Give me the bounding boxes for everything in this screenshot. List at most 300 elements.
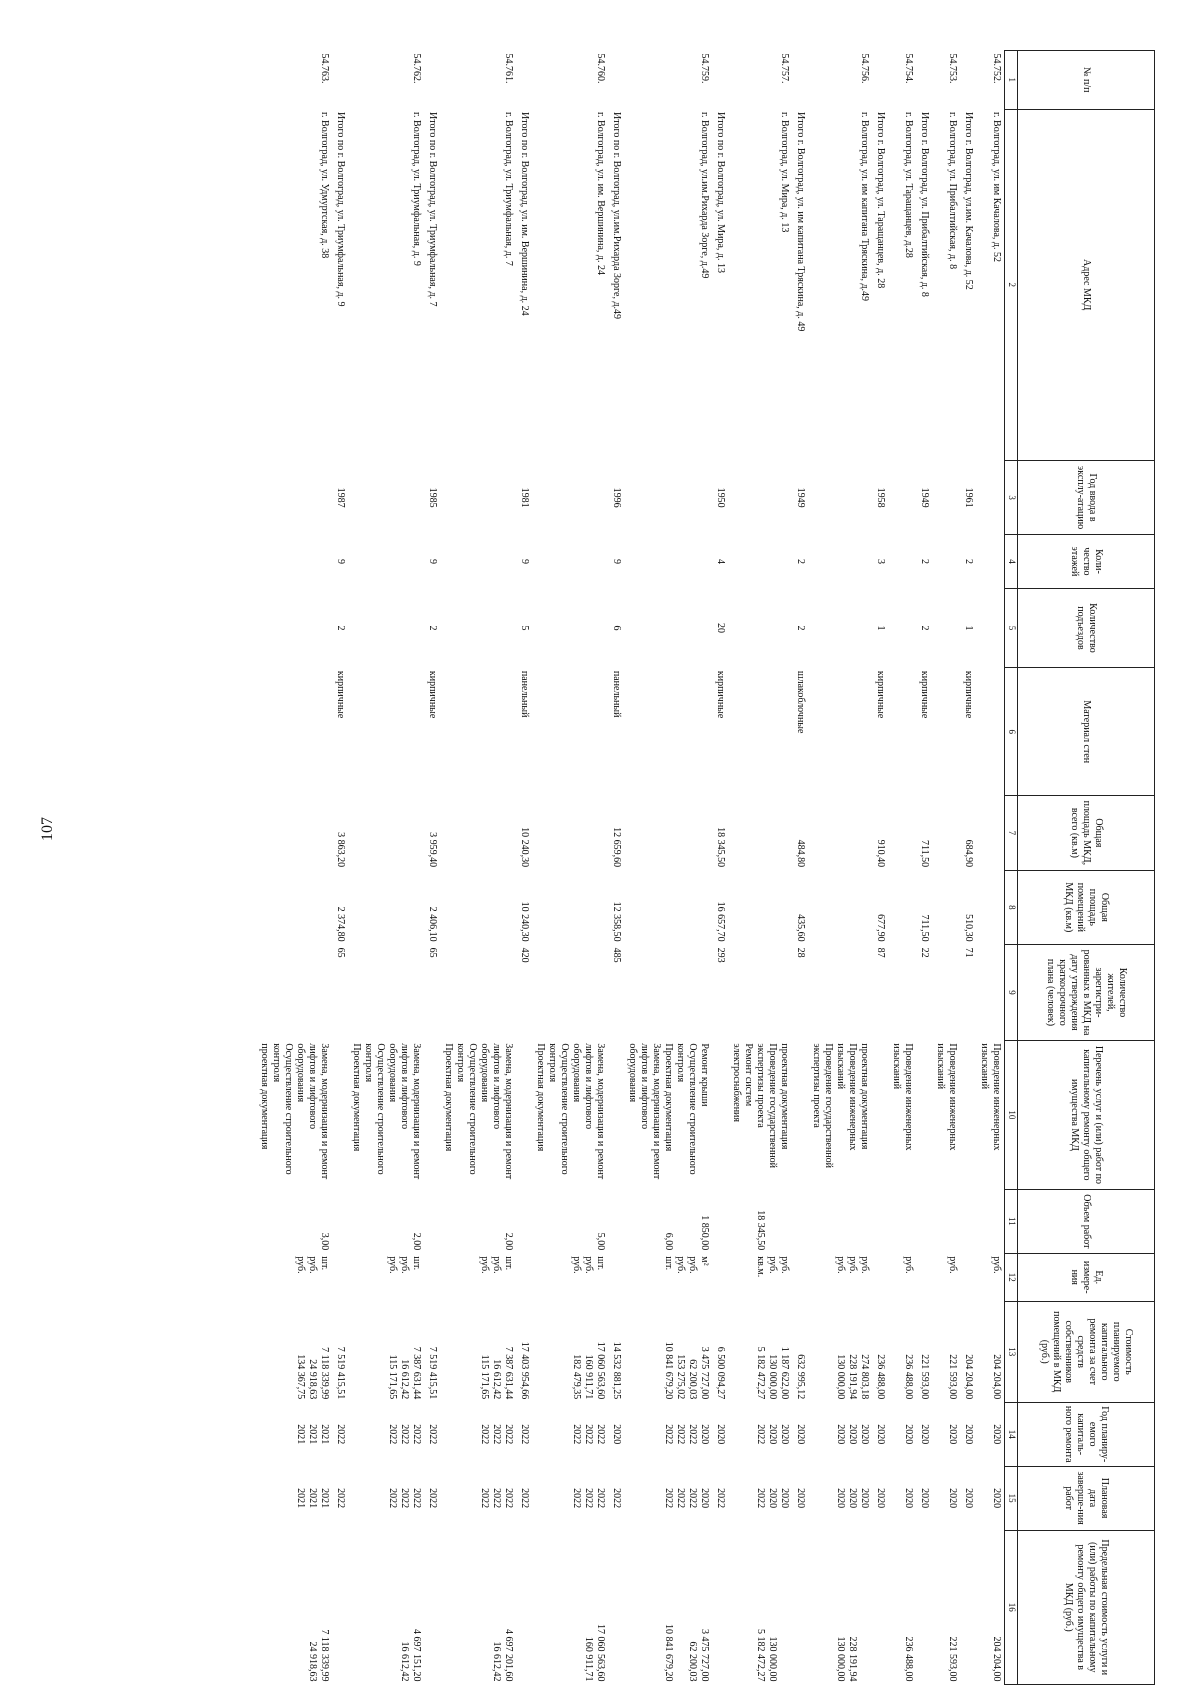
cell-entrances: 6 <box>611 625 622 631</box>
col-number: 1 <box>1005 51 1018 110</box>
cell-area-rooms: 435,60 <box>795 914 806 942</box>
cell-end-date: 2020 <box>947 1488 958 1509</box>
cell-end-date: 2020 2020 2022 <box>755 1488 790 1509</box>
cell-entrances <box>440 588 516 668</box>
header-entrances: Количество подъездов <box>1018 588 1155 668</box>
cell-num: 54.763. <box>319 53 330 84</box>
cell-end-date: 2020 <box>903 1488 914 1509</box>
cell-end-date: 2020 <box>963 1488 974 1509</box>
cell-material: кирпичные <box>715 670 726 719</box>
cell-year <box>932 460 960 535</box>
cell-volume <box>792 1189 808 1253</box>
cell-address: г. Волгоград, ул. Триумфальная, д. 7 <box>503 112 514 266</box>
cell-plan-year: 2022 2022 2022 <box>479 1424 514 1445</box>
header-row <box>1018 51 1155 1685</box>
cell-floors: 9 <box>427 558 438 564</box>
col-number: 16 <box>1005 1530 1018 1684</box>
cell-plan-year: 2020 2020 2020 <box>835 1424 870 1445</box>
cell-material <box>440 668 516 796</box>
cell-cost: 17 403 954,66 <box>519 1341 530 1400</box>
cell-unit: шт. руб. руб. <box>571 1256 606 1274</box>
cell-volume: 2,00 <box>411 1232 422 1251</box>
cell-floors: 9 <box>519 558 530 564</box>
table-row <box>440 51 516 1685</box>
cell-num <box>792 51 808 110</box>
cell-volume <box>516 1189 532 1253</box>
cell-num <box>712 51 728 110</box>
cell-end-date: 2022 <box>715 1488 726 1509</box>
cell-area-rooms: 677,90 <box>875 914 886 942</box>
col-number: 6 <box>1005 668 1018 796</box>
header-cost: Стоимость планируемого капитального ремонта за счет средств собственников помещений в МКД (руб.) <box>1018 1301 1155 1402</box>
cell-cost: 221 593,00 <box>947 1354 958 1400</box>
cell-area-rooms <box>256 870 332 945</box>
cell-area-total <box>808 796 872 871</box>
cell-cost: 236 488,00 <box>903 1354 914 1400</box>
cell-plan-year: 2022 <box>427 1424 438 1445</box>
cell-works: Ремонт крыши Осуществление строительного контроля Проектная документация Замена, модернизация и ремонт лифтов и лифтового оборудования <box>627 1043 710 1180</box>
cell-volume <box>916 1189 932 1253</box>
table-body <box>256 51 1005 1685</box>
cell-residents <box>728 945 792 1041</box>
cell-material: панельный <box>519 670 530 718</box>
table-row <box>932 51 960 1685</box>
cell-area-rooms <box>976 870 1005 945</box>
cell-residents: 420 <box>519 947 530 963</box>
cell-volume <box>872 1189 888 1253</box>
cell-area-total: 3 959,40 <box>427 832 438 868</box>
cell-num: 54.760. <box>595 53 606 84</box>
cell-address: Итого по г. Волгоград, ул. Мира, д. 13 <box>715 112 726 274</box>
table-row <box>256 51 332 1685</box>
cell-end-date: 2020 <box>795 1488 806 1509</box>
cell-material: кирпичные <box>427 670 438 719</box>
cell-address: г. Волгоград, ул. им. Вершинина, д. 24 <box>595 112 606 276</box>
cell-area-total: 18 345,50 <box>715 827 726 868</box>
cell-works <box>712 1040 728 1189</box>
cell-entrances: 1 <box>875 625 886 631</box>
cell-material <box>728 668 792 796</box>
cell-residents <box>808 945 872 1041</box>
cell-end-date: 2022 <box>519 1488 530 1509</box>
cell-residents: 87 <box>875 947 886 958</box>
cell-address: г. Волгоград, ул. им Качалова, д. 52 <box>991 112 1002 262</box>
cell-cost: 7 387 631,44 16 612,42 115 171,65 <box>387 1346 422 1400</box>
cell-unit <box>960 1253 976 1301</box>
cell-area-rooms <box>728 870 792 945</box>
cell-entrances <box>932 588 960 668</box>
cell-material <box>932 668 960 796</box>
cell-unit <box>424 1253 440 1301</box>
cell-address: г. Волгоград, ул. Триумфальная, д. 9 <box>411 112 422 266</box>
cell-material: кирпичные <box>335 670 346 719</box>
cell-year <box>624 460 712 535</box>
cell-plan-year: 2022 2022 2022 <box>571 1424 606 1445</box>
header-works: Перечень услуг и (или) работ по капитальному ремонту общего имущества МКД <box>1018 1040 1155 1189</box>
cell-year <box>256 460 332 535</box>
header-limit: Предельная стоимость услуги и (или) работы по капитальному ремонту общего имущества в МКД (руб.) <box>1018 1530 1155 1684</box>
cell-plan-year: 2020 <box>947 1424 958 1445</box>
cell-works <box>960 1040 976 1189</box>
cell-end-date: 2020 <box>991 1488 1002 1509</box>
total-row <box>516 51 532 1685</box>
cell-plan-year: 2020 <box>919 1424 930 1445</box>
cell-address: г. Волгоград, ул. Мира, д. 13 <box>779 112 790 233</box>
cell-area-rooms <box>440 870 516 945</box>
table-row <box>808 51 872 1685</box>
cell-residents <box>256 945 332 1041</box>
header-num: № п/п <box>1018 51 1155 110</box>
cell-floors <box>532 535 608 588</box>
cell-plan-year: 2020 2022 2022 2022 <box>663 1424 710 1445</box>
cell-plan-year: 2020 <box>795 1424 806 1445</box>
cell-address: г. Волгоград, ул. им капитана Тряскина, д.49 <box>859 112 870 302</box>
cell-entrances <box>532 588 608 668</box>
col-number: 3 <box>1005 460 1018 535</box>
cell-num <box>332 51 348 110</box>
cell-unit: м² руб. руб. шт. <box>663 1256 710 1274</box>
cell-area-total: 3 863,20 <box>335 832 346 868</box>
cell-area-rooms: 510,30 <box>963 914 974 942</box>
cell-residents: 71 <box>963 947 974 958</box>
cell-residents <box>440 945 516 1041</box>
cell-entrances: 2 <box>919 625 930 631</box>
cell-volume <box>608 1189 624 1253</box>
cell-area-total <box>532 796 608 871</box>
cell-cost: 204 204,00 <box>991 1354 1002 1400</box>
cell-year <box>532 460 608 535</box>
cell-cost: 7 118 339,99 24 918,63 134 367,75 <box>295 1347 330 1400</box>
total-row <box>608 51 624 1685</box>
cell-limit: 17 060 563,60 160 911,71 <box>583 1624 606 1682</box>
header-material: Материал стен <box>1018 668 1155 796</box>
col-number: 10 <box>1005 1040 1018 1189</box>
cell-material <box>532 668 608 796</box>
cell-address: Итого по г. Волгоград, ул.им.Рихарда Зорге, д.49 <box>611 112 622 320</box>
total-row <box>712 51 728 1685</box>
cell-area-total: 12 659,60 <box>611 827 622 868</box>
cell-year: 1987 <box>335 487 346 508</box>
cell-works: Замена, модернизация и ремонт лифтов и лифтового оборудования Осуществление строительного контроля Проектная документация <box>535 1043 606 1180</box>
cell-works <box>424 1040 440 1189</box>
cell-area-rooms: 2 374,80 <box>335 906 346 942</box>
cell-year <box>808 460 872 535</box>
cell-residents <box>888 945 916 1041</box>
cell-year: 1958 <box>875 487 886 508</box>
cell-area-total <box>256 796 332 871</box>
cell-plan-year: 2022 <box>519 1424 530 1445</box>
cell-cost: 632 995,12 <box>795 1354 806 1400</box>
cell-material <box>624 668 712 796</box>
cell-works: Замена, модернизация и ремонт лифтов и лифтового оборудования Осуществление строительного контроля проектная документация <box>259 1043 330 1180</box>
cell-limit: 236 488,00 <box>903 1636 914 1682</box>
cell-num: 54.752. <box>991 53 1002 84</box>
cell-residents: 22 <box>919 947 930 958</box>
cell-area-rooms <box>348 870 424 945</box>
page-number: 107 <box>39 817 56 841</box>
cell-limit: 228 191,94 130 000,00 <box>835 1636 858 1682</box>
col-number: 4 <box>1005 535 1018 588</box>
cell-area-total: 910,40 <box>875 839 886 868</box>
cell-num: 54.754. <box>903 53 914 84</box>
cell-num: 54.753. <box>947 53 958 84</box>
cell-cost: 7 519 415,51 <box>427 1346 438 1400</box>
cell-area-total <box>624 796 712 871</box>
cell-entrances <box>976 588 1005 668</box>
cell-limit <box>516 1530 532 1684</box>
header-unit: Ед. измере-ния <box>1018 1253 1155 1301</box>
cell-num <box>916 51 932 110</box>
cell-limit: 130 000,00 5 182 472,27 <box>755 1629 778 1682</box>
table-header <box>1005 51 1155 1685</box>
cell-unit <box>792 1253 808 1301</box>
cell-volume <box>424 1189 440 1253</box>
cell-cost: 14 532 881,25 <box>611 1341 622 1400</box>
cell-floors <box>976 535 1005 588</box>
cell-year <box>976 460 1005 535</box>
cell-works <box>872 1040 888 1189</box>
cell-address: Итого по г. Волгоград, ул. им. Вершинина, д. 24 <box>519 112 530 316</box>
cell-area-total <box>976 796 1005 871</box>
capital-repair-table <box>256 50 1155 1685</box>
cell-area-total: 10 240,30 <box>519 827 530 868</box>
cell-address: Итого по г. Волгоград, ул. Триумфальная, д. 7 <box>427 112 438 307</box>
cell-material: кирпичные <box>919 670 930 719</box>
cell-cost: 204 204,00 <box>963 1354 974 1400</box>
cell-end-date: 2022 2022 2022 <box>571 1488 606 1509</box>
header-area-total: Общая площадь МКД, всего (кв.м) <box>1018 796 1155 871</box>
col-number: 11 <box>1005 1189 1018 1253</box>
cell-cost: 236 488,00 <box>875 1354 886 1400</box>
cell-volume <box>712 1189 728 1253</box>
cell-unit <box>608 1253 624 1301</box>
cell-floors <box>440 535 516 588</box>
cell-works <box>916 1040 932 1189</box>
cell-limit: 7 118 339,99 24 918,63 <box>307 1629 330 1682</box>
table-row <box>348 51 424 1685</box>
total-row <box>872 51 888 1685</box>
cell-floors: 2 <box>963 558 974 564</box>
cell-works <box>516 1040 532 1189</box>
cell-works: Проведение инженерных изысканий <box>935 1043 958 1151</box>
cell-end-date: 2020 <box>919 1488 930 1509</box>
cell-limit: 4 697 151,20 16 612,42 <box>399 1629 422 1682</box>
cell-area-rooms <box>932 870 960 945</box>
cell-entrances: 2 <box>795 625 806 631</box>
cell-area-total <box>440 796 516 871</box>
cell-limit <box>792 1530 808 1684</box>
cell-end-date: 2020 <box>875 1488 886 1509</box>
col-number: 8 <box>1005 870 1018 945</box>
cell-floors <box>808 535 872 588</box>
rotated-table-container <box>45 50 1155 1685</box>
cell-year: 1961 <box>963 487 974 508</box>
col-number: 14 <box>1005 1402 1018 1466</box>
cell-limit: 204 204,00 <box>991 1636 1002 1682</box>
cell-floors <box>624 535 712 588</box>
cell-material <box>976 668 1005 796</box>
cell-floors: 9 <box>335 558 346 564</box>
cell-volume <box>888 1189 916 1253</box>
cell-works: проектная документация Проведение инженерных изысканий Проведение государственной экспертизы проекта <box>811 1043 870 1169</box>
cell-end-date: 2022 2022 2022 <box>387 1488 422 1509</box>
cell-residents <box>976 945 1005 1041</box>
cell-unit: руб. <box>991 1256 1002 1274</box>
cell-residents <box>932 945 960 1041</box>
cell-num: 54.762. <box>411 53 422 84</box>
table-row <box>728 51 792 1685</box>
cell-year: 1950 <box>715 487 726 508</box>
cell-unit: руб. <box>947 1256 958 1274</box>
cell-num: 54.759. <box>699 53 710 84</box>
cell-limit <box>960 1530 976 1684</box>
cell-limit <box>872 1530 888 1684</box>
cell-volume <box>332 1189 348 1253</box>
cell-unit: руб. <box>903 1256 914 1274</box>
cell-entrances <box>256 588 332 668</box>
cell-area-rooms: 711,50 <box>919 914 930 942</box>
cell-unit <box>332 1253 348 1301</box>
total-row <box>424 51 440 1685</box>
cell-address: Итого г. Волгоград, ул. Таращанцев, д. 28 <box>875 112 886 289</box>
cell-residents: 65 <box>335 947 346 958</box>
cell-material <box>348 668 424 796</box>
cell-area-rooms <box>532 870 608 945</box>
cell-residents: 293 <box>715 947 726 963</box>
cell-floors <box>728 535 792 588</box>
cell-material <box>888 668 916 796</box>
cell-volume <box>976 1189 1005 1253</box>
cell-limit: 3 475 727,00 62 200,03 10 841 679,20 <box>663 1624 710 1682</box>
cell-area-rooms: 10 240,30 <box>519 901 530 942</box>
cell-limit: 4 697 201,60 16 612,42 <box>491 1629 514 1682</box>
cell-plan-year: 2020 <box>715 1424 726 1445</box>
cell-area-rooms: 2 406,10 <box>427 906 438 942</box>
cell-volume <box>932 1189 960 1253</box>
col-number: 7 <box>1005 796 1018 871</box>
cell-works: Замена, модернизация и ремонт лифтов и лифтового оборудования Осуществление строительного контроля Проектная документация <box>443 1043 514 1180</box>
cell-residents <box>532 945 608 1041</box>
header-address: Адрес МКД <box>1018 109 1155 460</box>
cell-end-date: 2022 2022 2022 <box>479 1488 514 1509</box>
header-floors: Коли-чество этажей <box>1018 535 1155 588</box>
cell-residents <box>624 945 712 1041</box>
cell-cost: 17 060 563,60 160 911,71 182 479,35 <box>571 1341 606 1400</box>
cell-residents: 28 <box>795 947 806 958</box>
cell-address: г. Волгоград, ул.им.Рихарда Зорге, д.49 <box>699 112 710 279</box>
cell-volume <box>960 1189 976 1253</box>
total-row <box>792 51 808 1685</box>
cell-limit: 221 593,00 <box>947 1636 958 1682</box>
cell-entrances: 20 <box>715 622 726 633</box>
cell-cost: 221 593,00 <box>919 1354 930 1400</box>
cell-entrances <box>624 588 712 668</box>
cell-area-total: 684,90 <box>963 839 974 868</box>
cell-plan-year: 2020 <box>963 1424 974 1445</box>
cell-entrances: 2 <box>427 625 438 631</box>
cell-cost: 3 475 727,00 62 200,03 153 275,02 10 841 679,20 <box>663 1341 710 1400</box>
cell-residents: 485 <box>611 947 622 963</box>
cell-area-total <box>728 796 792 871</box>
col-number: 15 <box>1005 1466 1018 1530</box>
cell-residents: 65 <box>427 947 438 958</box>
col-number: 9 <box>1005 945 1018 1041</box>
total-row <box>916 51 932 1685</box>
cell-works <box>608 1040 624 1189</box>
cell-area-rooms <box>888 870 916 945</box>
cell-area-total: 711,50 <box>919 839 930 868</box>
cell-end-date: 2022 <box>335 1488 346 1509</box>
cell-address: Итого по г. Волгоград, ул. Триумфальная, д. 9 <box>335 112 346 307</box>
header-area-rooms: Общая площадь помещений МКД (кв.м) <box>1018 870 1155 945</box>
cell-area-rooms <box>624 870 712 945</box>
cell-works: Проведение инженерных изысканий <box>979 1043 1002 1151</box>
cell-limit <box>608 1530 624 1684</box>
cell-unit <box>516 1253 532 1301</box>
cell-floors: 4 <box>715 558 726 564</box>
column-number-row <box>1005 51 1018 1685</box>
cell-volume: 3,00 <box>319 1232 330 1251</box>
cell-entrances <box>808 588 872 668</box>
cell-address: г. Волгоград, ул. Прибалтийская, д. 8 <box>947 112 958 270</box>
cell-limit <box>332 1530 348 1684</box>
cell-material: кирпичные <box>963 670 974 719</box>
cell-volume: 5,00 <box>595 1232 606 1251</box>
cell-limit <box>916 1530 932 1684</box>
cell-year: 1949 <box>795 487 806 508</box>
total-row <box>332 51 348 1685</box>
table-row <box>624 51 712 1685</box>
cell-plan-year: 2020 <box>611 1424 622 1445</box>
cell-cost: 274 803,18 228 191,94 130 000,00 <box>835 1354 870 1400</box>
cell-plan-year: 2022 <box>335 1424 346 1445</box>
cell-year: 1949 <box>919 487 930 508</box>
cell-entrances: 1 <box>963 625 974 631</box>
cell-works <box>792 1040 808 1189</box>
cell-volume <box>808 1189 872 1253</box>
cell-floors <box>932 535 960 588</box>
cell-works: Замена, модернизация и ремонт лифтов и лифтового оборудования Осуществление строительного контроля Проектная документация <box>351 1043 422 1180</box>
cell-limit <box>424 1530 440 1684</box>
cell-floors <box>888 535 916 588</box>
header-year: Год ввода в эксплу-атацию <box>1018 460 1155 535</box>
cell-end-date: 2020 2020 2020 <box>835 1488 870 1509</box>
cell-floors: 2 <box>795 558 806 564</box>
cell-unit: шт. руб. руб. <box>387 1256 422 1274</box>
cell-address: Итого г. Волгоград, ул. Прибалтийская, д. 8 <box>919 112 930 297</box>
cell-num: 54.761. <box>503 53 514 84</box>
cell-material <box>256 668 332 796</box>
header-end-date: Плановая дата заверше-ния работ <box>1018 1466 1155 1530</box>
cell-cost: 6 500 094,27 <box>715 1346 726 1400</box>
cell-num <box>872 51 888 110</box>
cell-address: Итого г. Волгоград, ул.им. Качалова, д. 52 <box>963 112 974 290</box>
cell-volume: 2,00 <box>503 1232 514 1251</box>
header-volume: Объем работ <box>1018 1189 1155 1253</box>
cell-plan-year: 2020 2020 2022 <box>755 1424 790 1445</box>
cell-address: г. Волгоград, ул. Удмуртская, д. 38 <box>319 112 330 259</box>
cell-end-date: 2022 <box>611 1488 622 1509</box>
cell-cost: 7 519 415,51 <box>335 1346 346 1400</box>
cell-unit <box>916 1253 932 1301</box>
cell-floors <box>256 535 332 588</box>
col-number: 12 <box>1005 1253 1018 1301</box>
cell-num <box>424 51 440 110</box>
cell-residents <box>348 945 424 1041</box>
cell-address: г. Волгоград, ул. Таращанцев, д.28 <box>903 112 914 258</box>
cell-unit: шт. руб. руб. <box>479 1256 514 1274</box>
table-row <box>532 51 608 1685</box>
